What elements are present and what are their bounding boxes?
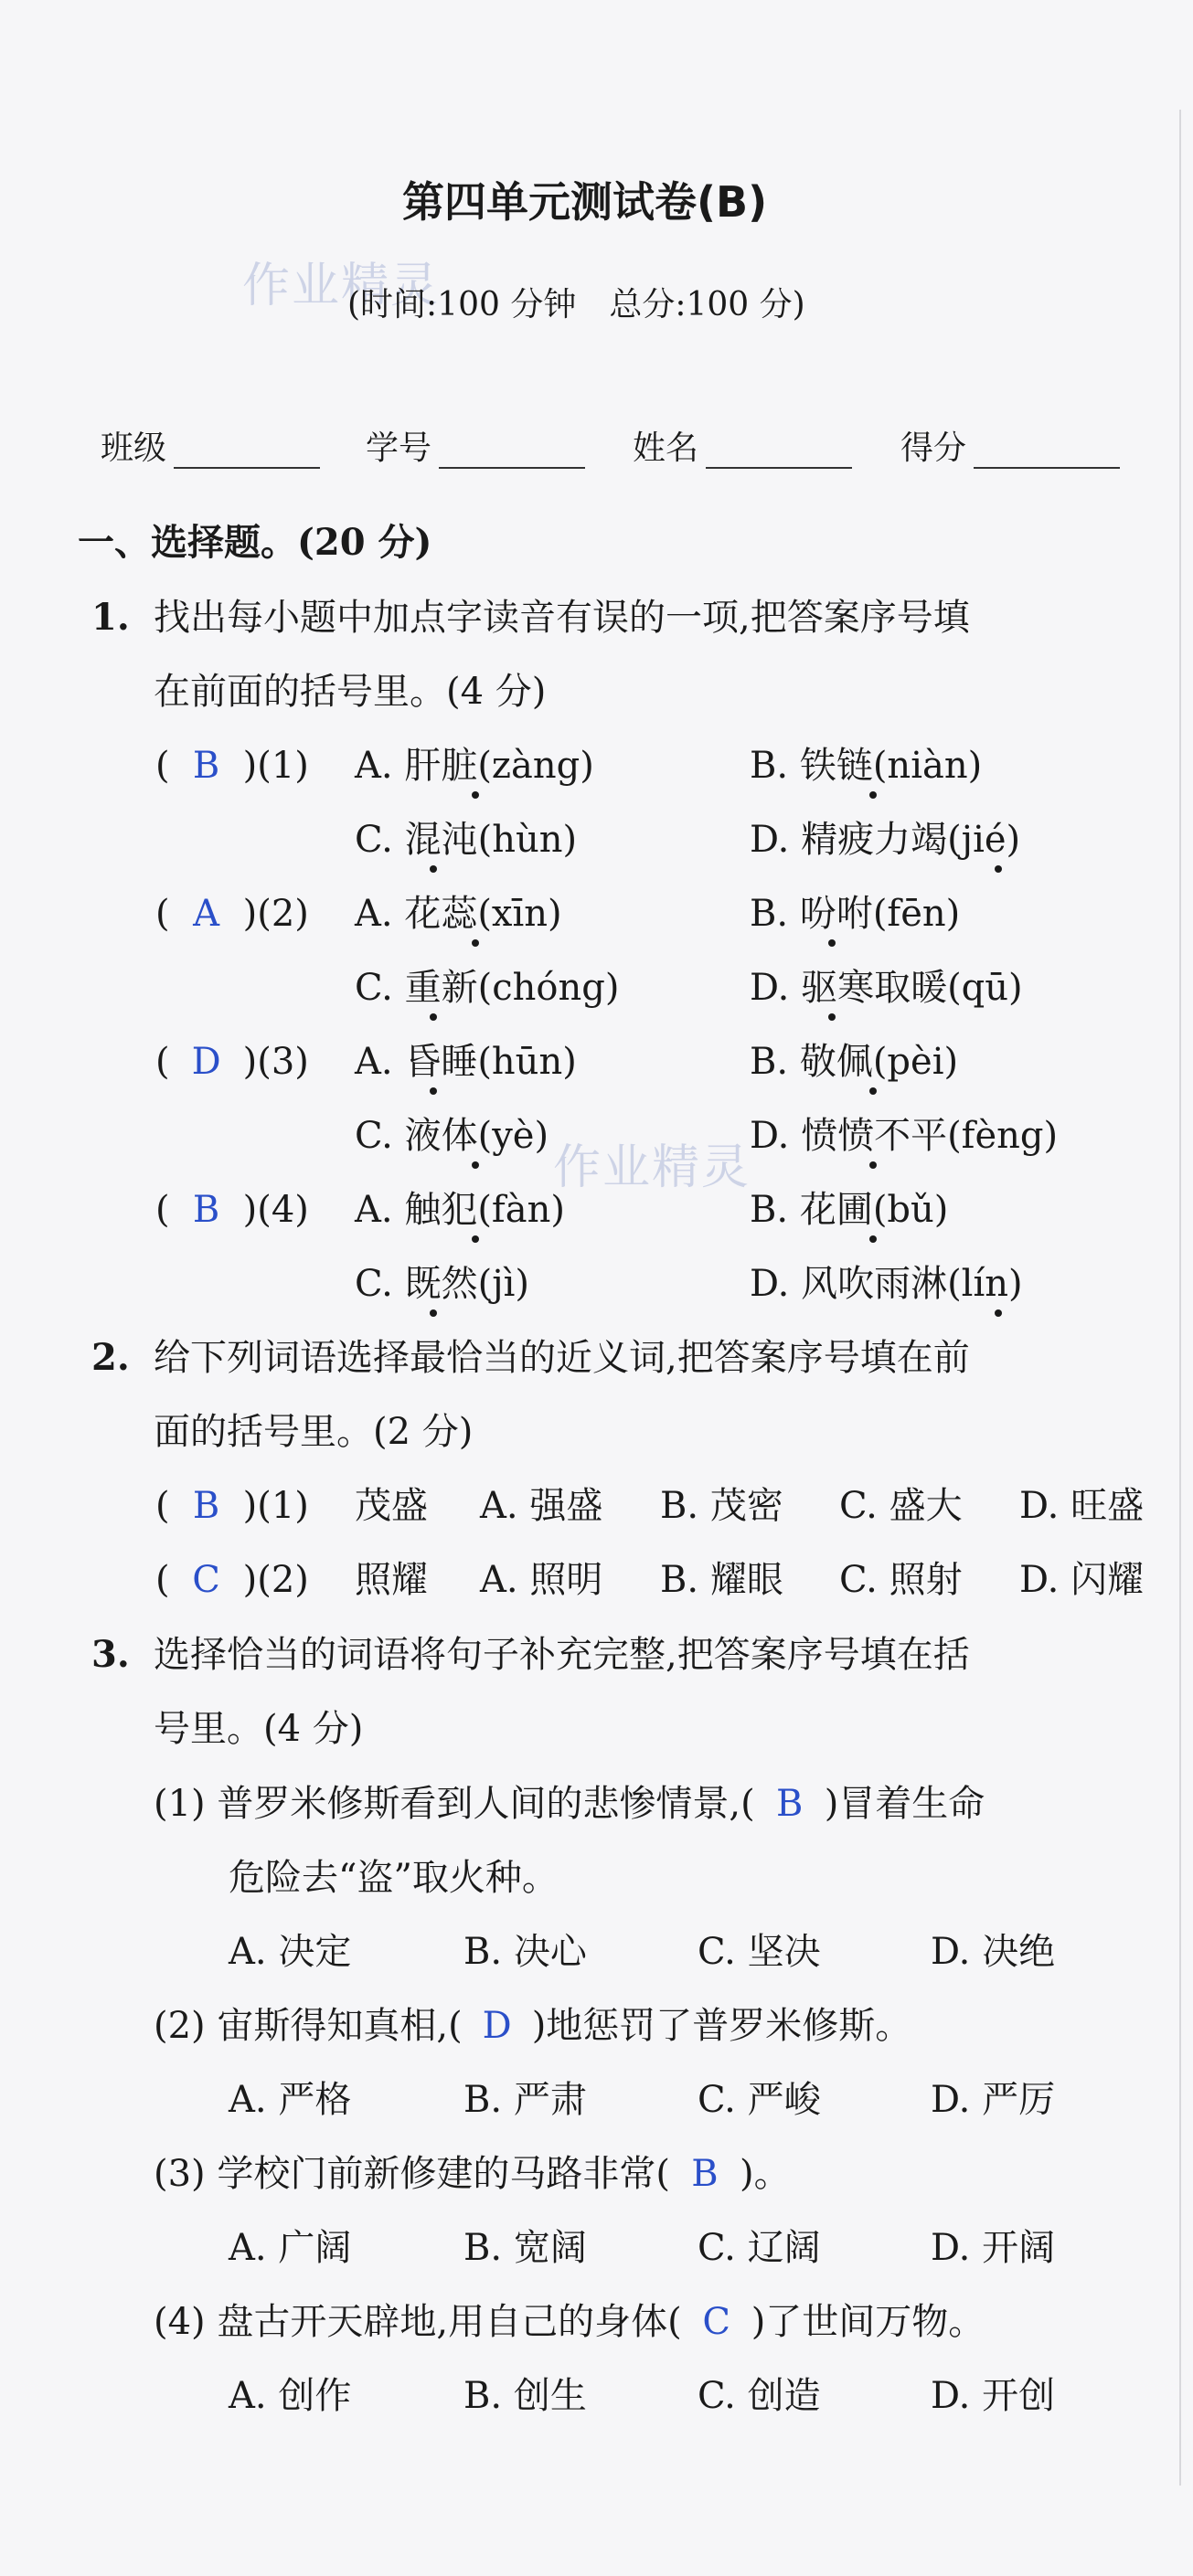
option-d: D. 驱寒取暖(qū): [750, 967, 1023, 1009]
option-c: C. 辽阔: [698, 2227, 821, 2269]
option-b: B. 铁链(niàn): [750, 745, 983, 787]
word: 照耀: [355, 1559, 428, 1601]
answer: B: [192, 1485, 220, 1527]
option-a: A. 创作: [229, 2375, 352, 2417]
item-index: (2): [257, 893, 309, 935]
section-heading: 一、选择题。(20 分): [78, 521, 432, 564]
emphasis-dot: [430, 1013, 437, 1021]
emphasis-dot: [472, 939, 479, 947]
answer-bracket: ( C )(2): [155, 1559, 309, 1601]
q2-number: 2.: [91, 1336, 130, 1379]
answer: B: [776, 1783, 804, 1825]
answer: A: [193, 893, 220, 935]
emphasis-dot: [472, 1161, 479, 1169]
page-title: 第四单元测试卷(B): [402, 177, 768, 227]
answer: D: [482, 2005, 512, 2047]
q3-stem: 选择恰当的词语将句子补充完整,把答案序号填在括: [154, 1634, 970, 1676]
q3-stem-cont: 号里。(4 分): [154, 1708, 364, 1750]
option-a: A. 肝脏(zàng): [355, 745, 594, 787]
sentence-pre: (1) 普罗米修斯看到人间的悲惨情景,(: [154, 1783, 755, 1825]
q3-item: [154, 2004, 911, 2048]
sentence-post: )。: [739, 2153, 791, 2195]
page-edge-line: [1179, 110, 1181, 2486]
option-c: C. 照射: [839, 1559, 963, 1601]
option-d: D. 精疲力竭(jié): [750, 819, 1021, 861]
option-c: C. 创造: [698, 2375, 821, 2417]
option-a: A. 触犯(fàn): [355, 1189, 565, 1231]
emphasis-dot: [430, 1309, 437, 1317]
item-index: (4): [257, 1189, 309, 1231]
score-label: 得分: [900, 429, 967, 467]
q3-item: [154, 2152, 791, 2196]
subtitle: (时间:100 分钟 总分:100 分): [347, 286, 805, 323]
option-a: A. 照明: [480, 1559, 603, 1601]
option-b: B. 创生: [463, 2375, 587, 2417]
q1-number: 1.: [91, 596, 130, 639]
option-d: D. 严厉: [931, 2079, 1056, 2121]
emphasis-dot: [828, 1013, 836, 1021]
q3-number: 3.: [91, 1633, 130, 1676]
emphasis-dot: [472, 791, 479, 799]
item-index: (2): [257, 1559, 309, 1601]
watermark: 作业精灵: [242, 259, 441, 313]
emphasis-dot: [995, 865, 1002, 873]
option-d: D. 决绝: [931, 1931, 1056, 1973]
answer-bracket: ( A )(2): [155, 893, 309, 935]
sentence-pre: (4) 盘古开天辟地,用自己的身体(: [154, 2301, 682, 2343]
option-b: B. 吩咐(fēn): [750, 893, 961, 935]
sentence-post: )地惩罚了普罗米修斯。: [531, 2005, 912, 2047]
emphasis-dot: [869, 1087, 877, 1095]
emphasis-dot: [869, 1235, 877, 1243]
option-b: B. 决心: [463, 1931, 587, 1973]
answer: B: [192, 1189, 220, 1231]
answer-bracket: ( B )(1): [155, 1485, 309, 1527]
q2-stem-cont: 面的括号里。(2 分): [154, 1411, 474, 1453]
answer-bracket: ( B )(4): [155, 1189, 309, 1231]
option-a: A. 广阔: [229, 2227, 352, 2269]
option-b: B. 花圃(bǔ): [750, 1189, 949, 1231]
q1-stem: 找出每小题中加点字读音有误的一项,把答案序号填: [154, 597, 970, 639]
option-b: B. 宽阔: [463, 2227, 587, 2269]
info-number: [366, 422, 585, 469]
number-blank[interactable]: [439, 436, 585, 469]
info-name: [633, 422, 852, 469]
option-a: A. 花蕊(xīn): [355, 893, 562, 935]
option-c: C. 坚决: [698, 1931, 821, 1973]
emphasis-dot: [472, 1235, 479, 1243]
class-label: 班级: [101, 429, 167, 467]
option-a: A. 强盛: [480, 1485, 603, 1527]
answer: B: [192, 745, 220, 787]
name-blank[interactable]: [706, 436, 852, 469]
emphasis-dot: [828, 939, 836, 947]
q1-stem-cont: 在前面的括号里。(4 分): [154, 671, 547, 713]
option-c: C. 严峻: [698, 2079, 821, 2121]
option-c: C. 重新(chóng): [355, 967, 620, 1009]
option-c: C. 既然(jì): [355, 1263, 530, 1305]
item-index: (1): [257, 1485, 309, 1527]
option-d: D. 开阔: [931, 2227, 1056, 2269]
word: 茂盛: [355, 1485, 428, 1527]
option-d: D. 愤愤不平(fèng): [750, 1115, 1059, 1157]
option-a: A. 决定: [229, 1931, 352, 1973]
watermark: 作业精灵: [553, 1140, 751, 1195]
info-row: [101, 422, 320, 469]
emphasis-dot: [430, 1087, 437, 1095]
q3-item: [154, 2300, 985, 2344]
option-d: D. 风吹雨淋(lín): [750, 1263, 1023, 1305]
sentence-pre: (3) 学校门前新修建的马路非常(: [154, 2153, 670, 2195]
option-b: B. 敬佩(pèi): [750, 1041, 959, 1083]
name-label: 姓名: [633, 429, 699, 467]
option-c: C. 混沌(hùn): [355, 819, 578, 861]
answer: B: [691, 2153, 719, 2195]
option-b: B. 严肃: [463, 2079, 587, 2121]
option-d: D. 闪耀: [1019, 1559, 1145, 1601]
class-blank[interactable]: [174, 436, 320, 469]
answer-bracket: ( D )(3): [155, 1041, 309, 1083]
sentence-pre: (2) 宙斯得知真相,(: [154, 2005, 463, 2047]
emphasis-dot: [430, 865, 437, 873]
option-b: B. 耀眼: [660, 1559, 783, 1601]
option-a: A. 昏睡(hūn): [355, 1041, 577, 1083]
item-index: (3): [257, 1041, 309, 1083]
answer: C: [192, 1559, 220, 1601]
score-blank[interactable]: [974, 436, 1120, 469]
q3-item: [154, 1782, 985, 1826]
answer-bracket: ( B )(1): [155, 745, 309, 787]
option-c: C. 液体(yè): [355, 1115, 549, 1157]
emphasis-dot: [869, 791, 877, 799]
q2-stem: 给下列词语选择最恰当的近义词,把答案序号填在前: [154, 1337, 970, 1379]
option-d: D. 开创: [931, 2375, 1056, 2417]
emphasis-dot: [869, 1161, 877, 1169]
info-score: [900, 422, 1120, 469]
option-d: D. 旺盛: [1019, 1485, 1145, 1527]
option-c: C. 盛大: [839, 1485, 963, 1527]
item-index: (1): [257, 745, 309, 787]
emphasis-dot: [995, 1309, 1002, 1317]
sentence-cont: 危险去“盗”取火种。: [229, 1857, 559, 1899]
answer: D: [191, 1041, 221, 1083]
answer: C: [702, 2301, 730, 2343]
option-b: B. 茂密: [660, 1485, 783, 1527]
sentence-post: )冒着生命: [824, 1783, 985, 1825]
number-label: 学号: [366, 429, 432, 467]
option-a: A. 严格: [229, 2079, 352, 2121]
sentence-post: )了世间万物。: [751, 2301, 985, 2343]
